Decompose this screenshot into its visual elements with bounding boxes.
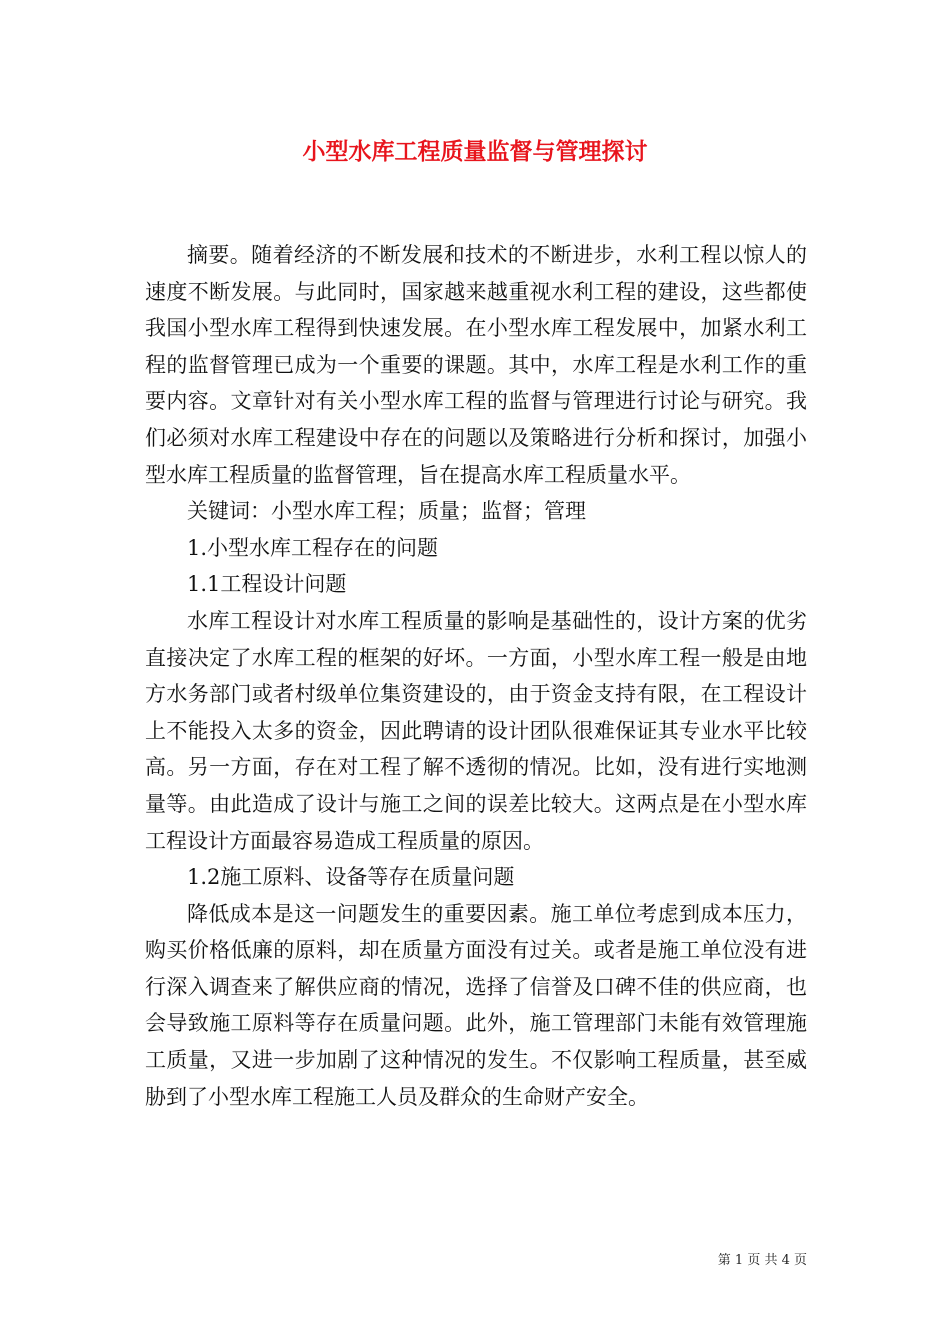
materials-issue-paragraph: 降低成本是这一问题发生的重要因素。施工单位考虑到成本压力，购买价格低廉的原料，却在质量方面没有过关。或者是施工单位没有进行深入调查来了解供应商的情况，选择了信誉及口碑不佳的供应商，也会导致施工原料等存在质量问题。此外，施工管理部门未能有效管理施工质量，又进一步加剧了这种情况的发生。不仅影响工程质量，甚至威胁到了小型水库工程施工人员及群众的生命财产安全。	[145, 901, 807, 1109]
document-body	[145, 237, 807, 1115]
subsection-heading-1-1: 1.1工程设计问题	[187, 572, 347, 597]
document-title: 小型水库工程质量监督与管理探讨	[302, 138, 648, 165]
page-number: 第 1 页 共 4 页	[717, 1253, 807, 1268]
abstract-paragraph: 摘要。随着经济的不断发展和技术的不断进步，水利工程以惊人的速度不断发展。与此同时，国家越来越重视水利工程的建设，这些都使我国小型水库工程得到快速发展。在小型水库工程发展中，加紧水利工程的监督管理已成为一个重要的课题。其中，水库工程是水利工作的重要内容。文章针对有关小型水库工程的监督与管理进行讨论与研究。我们必须对水库工程建设中存在的问题以及策略进行分析和探讨，加强小型水库工程质量的监督管理，旨在提高水库工程质量水平。	[145, 243, 807, 487]
design-issue-paragraph: 水库工程设计对水库工程质量的影响是基础性的，设计方案的优劣直接决定了水库工程的框架的好坏。一方面，小型水库工程一般是由地方水务部门或者村级单位集资建设的，由于资金支持有限，在工程设计上不能投入太多的资金，因此聘请的设计团队很难保证其专业水平比较高。另一方面，存在对工程了解不透彻的情况。比如，没有进行实地测量等。由此造成了设计与施工之间的误差比较大。这两点是在小型水库工程设计方面最容易造成工程质量的原因。	[145, 608, 807, 853]
keywords-line: 关键词：小型水库工程；质量；监督；管理	[187, 499, 586, 524]
section-heading-1: 1.小型水库工程存在的问题	[187, 535, 439, 560]
subsection-heading-1-2: 1.2施工原料、设备等存在质量问题	[187, 865, 515, 890]
